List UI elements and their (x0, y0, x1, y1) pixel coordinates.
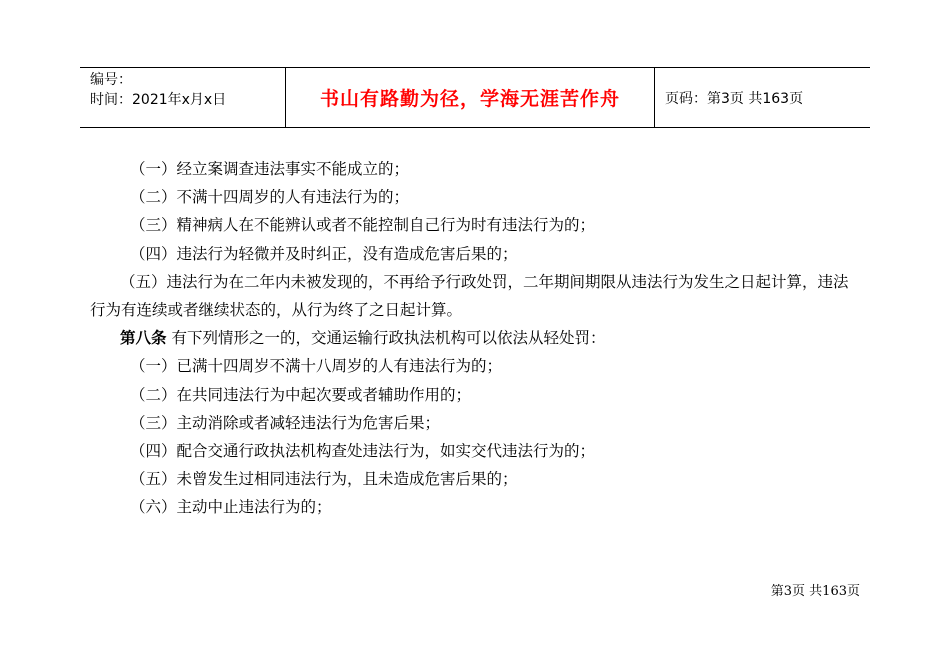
list-item: （三）主动消除或者减轻违法行为危害后果； (130, 413, 441, 432)
list-item-long: （五）违法行为在二年内未被发现的，不再给予行政处罚，二年期间期限从违法行为发生之日起计算，违法行为有连续或者继续状态的，从行为终了之日起计算。 (90, 272, 849, 320)
document-header (80, 67, 870, 128)
header-meta (80, 68, 285, 127)
list-item: （一）经立案调查违法事实不能成立的； (130, 160, 410, 178)
header-motto: 书山有路勤为径，学海无涯苦作舟 (285, 68, 655, 127)
document-body (90, 155, 860, 522)
list-item: （四）违法行为轻微并及时纠正，没有造成危害后果的； (130, 244, 518, 263)
list-item: （一）已满十四周岁不满十八周岁的人有违法行为的； (130, 357, 503, 376)
article-text: 有下列情形之一的，交通运输行政执法机构可以依法从轻处罚： (166, 329, 606, 348)
article-title: 第八条 (120, 329, 167, 348)
document-time: 时间：2021年x月x日 (90, 92, 227, 108)
list-item: （三）精神病人在不能辨认或者不能控制自己行为时有违法行为的； (130, 216, 596, 235)
list-item: （二）在共同违法行为中起次要或者辅助作用的； (130, 385, 472, 404)
document-number-label: 编号： (90, 72, 132, 88)
page-footer: 第3页 共163页 (770, 584, 860, 599)
list-item: （五）未曾发生过相同违法行为，且未造成危害后果的； (130, 470, 518, 489)
list-item: （二）不满十四周岁的人有违法行为的； (130, 188, 410, 207)
list-item: （六）主动中止违法行为的； (130, 498, 332, 517)
list-item: （四）配合交通行政执法机构查处违法行为，如实交代违法行为的； (130, 442, 596, 461)
article-heading (90, 324, 860, 352)
header-page-info: 页码：第3页 共163页 (665, 90, 804, 107)
